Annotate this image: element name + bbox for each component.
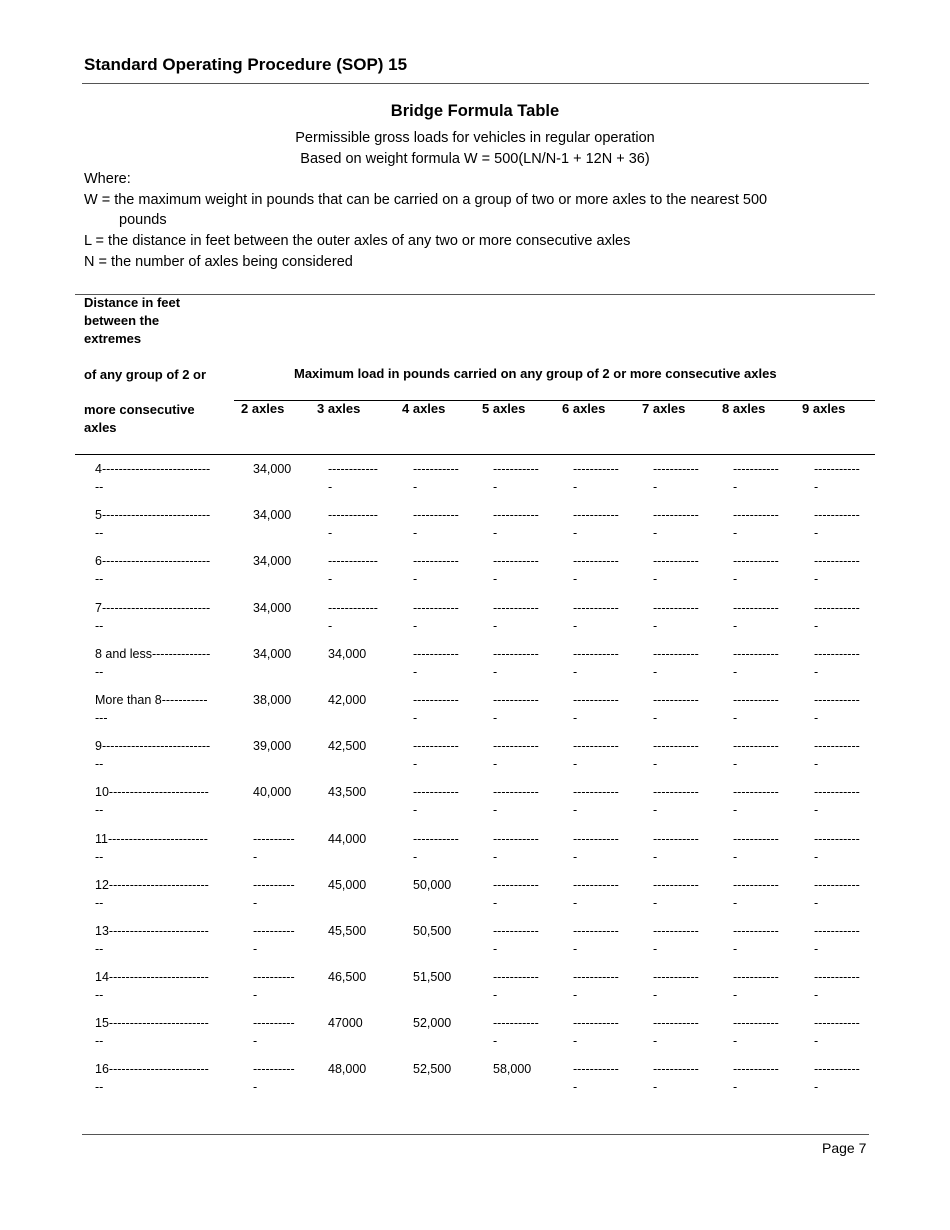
- definition-w: W = the maximum weight in pounds that can be carried on a group of two or more axles to the nearest 500: [84, 192, 768, 208]
- load-cell-6-axles: ----------- -: [573, 554, 619, 587]
- table-row: [0, 876, 950, 922]
- page-header-title: Standard Operating Procedure (SOP) 15: [84, 55, 408, 74]
- distance-cell: 13------------------------ --: [95, 923, 209, 956]
- load-cell-7-axles: ----------- -: [653, 600, 699, 633]
- load-cell-9-axles: ----------- -: [814, 646, 860, 679]
- load-cell-5-axles: ----------- -: [493, 877, 539, 910]
- load-cell-6-axles: ----------- -: [573, 831, 619, 864]
- definition-n: N = the number of axles being considered: [84, 254, 353, 270]
- axle-header-7: 7 axles: [642, 401, 686, 416]
- load-cell-7-axles: ----------- -: [653, 508, 699, 541]
- header-bottom-divider: [75, 454, 875, 455]
- load-cell-5-axles: ----------- -: [493, 970, 539, 1003]
- load-cell-7-axles: ----------- -: [653, 462, 699, 494]
- load-cell-2-axles: 34,000: [253, 646, 292, 661]
- footer-divider: [82, 1134, 869, 1135]
- load-cell-6-axles: ----------- -: [573, 1016, 619, 1049]
- load-cell-8-axles: ----------- -: [733, 646, 779, 679]
- load-cell-8-axles: ----------- -: [733, 785, 779, 818]
- load-cell-8-axles: ----------- -: [733, 831, 779, 864]
- load-cell-8-axles: ----------- -: [733, 508, 779, 541]
- load-cell-2-axles: ---------- -: [253, 831, 295, 864]
- load-cell-9-axles: ----------- -: [814, 600, 860, 633]
- page-number: Page 7: [822, 1140, 867, 1156]
- load-cell-3-axles: 45,500: [328, 923, 367, 938]
- load-cell-2-axles: ---------- -: [253, 877, 295, 910]
- load-cell-6-axles: ----------- -: [573, 508, 619, 541]
- load-cell-9-axles: ----------- -: [814, 1016, 860, 1049]
- load-cell-6-axles: ----------- -: [573, 692, 619, 725]
- load-cell-3-axles: 48,000: [328, 1062, 367, 1077]
- load-cell-5-axles: ----------- -: [493, 692, 539, 725]
- load-cell-5-axles: ----------- -: [493, 831, 539, 864]
- load-cell-4-axles: ----------- -: [413, 646, 459, 679]
- load-cell-9-axles: ----------- -: [814, 831, 860, 864]
- load-cell-8-axles: ----------- -: [733, 600, 779, 633]
- definitions-where: Where:: [84, 171, 131, 187]
- distance-cell: 11------------------------ --: [95, 831, 208, 864]
- load-cell-6-axles: ----------- -: [573, 739, 619, 772]
- document-title: Bridge Formula Table: [390, 102, 560, 120]
- load-cell-5-axles: ----------- -: [493, 646, 539, 679]
- load-cell-9-axles: ----------- -: [814, 462, 860, 494]
- definition-w-continued: pounds: [119, 212, 167, 228]
- table-row: [0, 1060, 950, 1106]
- axle-header-9: 9 axles: [802, 401, 846, 416]
- axle-header-4: 4 axles: [402, 401, 446, 416]
- table-row: [0, 506, 950, 552]
- load-cell-9-axles: ----------- -: [814, 970, 860, 1003]
- load-cell-8-axles: ----------- -: [733, 970, 779, 1003]
- load-cell-3-axles: 47000: [328, 1016, 363, 1031]
- load-cell-8-axles: ----------- -: [733, 692, 779, 725]
- load-cell-2-axles: 40,000: [253, 785, 292, 800]
- load-cell-4-axles: ----------- -: [413, 692, 459, 725]
- load-cell-8-axles: ----------- -: [733, 1062, 779, 1095]
- load-cell-9-axles: ----------- -: [814, 877, 860, 910]
- table-row: [0, 968, 950, 1014]
- load-cell-7-axles: ----------- -: [653, 739, 699, 772]
- load-cell-5-axles: ----------- -: [493, 1016, 539, 1049]
- table-row: [0, 1014, 950, 1060]
- load-cell-3-axles: ------------ -: [328, 554, 378, 587]
- load-cell-5-axles: ----------- -: [493, 785, 539, 818]
- table-row: [0, 691, 950, 737]
- load-cell-4-axles: ----------- -: [413, 739, 459, 772]
- load-cell-3-axles: 44,000: [328, 831, 367, 846]
- load-cell-4-axles: ----------- -: [413, 508, 459, 541]
- load-cell-2-axles: ---------- -: [253, 923, 295, 956]
- load-cell-6-axles: ----------- -: [573, 646, 619, 679]
- table-row: [0, 922, 950, 968]
- load-cell-9-axles: ----------- -: [814, 1062, 860, 1095]
- load-cell-9-axles: ----------- -: [814, 785, 860, 818]
- load-cell-8-axles: ----------- -: [733, 462, 779, 494]
- table-top-divider: [75, 294, 875, 295]
- distance-cell: 6-------------------------- --: [95, 554, 211, 587]
- distance-cell: 5-------------------------- --: [95, 508, 211, 541]
- load-cell-9-axles: ----------- -: [814, 923, 860, 956]
- load-cell-3-axles: 46,500: [328, 970, 367, 985]
- axle-header-8: 8 axles: [722, 401, 766, 416]
- load-cell-2-axles: 34,000: [253, 600, 292, 615]
- definition-l: L = the distance in feet between the outer axles of any two or more consecutive axles: [84, 233, 631, 249]
- load-cell-4-axles: 52,000: [413, 1016, 452, 1031]
- distance-cell: More than 8----------- ---: [95, 692, 208, 725]
- load-cell-2-axles: ---------- -: [253, 970, 295, 1003]
- load-cell-9-axles: ----------- -: [814, 508, 860, 541]
- load-cell-2-axles: 34,000: [253, 508, 292, 523]
- load-cell-3-axles: 45,000: [328, 877, 367, 892]
- distance-cell: 16------------------------ --: [95, 1062, 209, 1095]
- load-cell-7-axles: ----------- -: [653, 785, 699, 818]
- load-cell-3-axles: 43,500: [328, 785, 367, 800]
- load-cell-5-axles: ----------- -: [493, 923, 539, 956]
- table-row: [0, 460, 950, 506]
- distance-cell: 7-------------------------- --: [95, 600, 211, 633]
- distance-cell: 8 and less-------------- --: [95, 646, 211, 679]
- distance-cell: 4-------------------------- --: [95, 462, 211, 494]
- load-cell-4-axles: 50,000: [413, 877, 452, 892]
- load-cell-7-axles: ----------- -: [653, 1016, 699, 1049]
- load-cell-8-axles: ----------- -: [733, 739, 779, 772]
- load-cell-5-axles: ----------- -: [493, 739, 539, 772]
- load-cell-7-axles: ----------- -: [653, 970, 699, 1003]
- load-cell-9-axles: ----------- -: [814, 692, 860, 725]
- load-cell-6-axles: ----------- -: [573, 1062, 619, 1095]
- header-divider: [82, 83, 869, 84]
- load-cell-4-axles: 51,500: [413, 970, 452, 985]
- table-row: [0, 783, 950, 829]
- load-cell-7-axles: ----------- -: [653, 646, 699, 679]
- subtitle-line-2: Based on weight formula W = 500(LN/N-1 + 12N + 36): [300, 151, 650, 167]
- axle-header-2: 2 axles: [241, 401, 285, 416]
- load-cell-3-axles: 42,000: [328, 692, 367, 707]
- load-cell-3-axles: 42,500: [328, 739, 367, 754]
- load-cell-2-axles: ---------- -: [253, 1062, 295, 1095]
- load-cell-5-axles: ----------- -: [493, 508, 539, 541]
- load-cell-6-axles: ----------- -: [573, 923, 619, 956]
- load-cell-7-axles: ----------- -: [653, 554, 699, 587]
- load-cell-9-axles: ----------- -: [814, 739, 860, 772]
- load-cell-3-axles: ------------ -: [328, 600, 378, 633]
- load-cell-3-axles: ------------ -: [328, 462, 378, 494]
- load-cell-4-axles: 52,500: [413, 1062, 452, 1077]
- load-cell-2-axles: ---------- -: [253, 1016, 295, 1049]
- load-cell-3-axles: 34,000: [328, 646, 367, 661]
- load-cell-4-axles: ----------- -: [413, 785, 459, 818]
- table-row: [0, 599, 950, 645]
- load-cell-5-axles: ----------- -: [493, 462, 539, 494]
- axle-header-3: 3 axles: [317, 401, 361, 416]
- load-cell-4-axles: ----------- -: [413, 831, 459, 864]
- table-row: [0, 552, 950, 598]
- load-cell-6-axles: ----------- -: [573, 462, 619, 494]
- load-cell-5-axles: 58,000: [493, 1062, 532, 1077]
- load-cell-5-axles: ----------- -: [493, 554, 539, 587]
- load-cell-4-axles: ----------- -: [413, 462, 459, 494]
- axle-header-5: 5 axles: [482, 401, 526, 416]
- table-body: [0, 460, 950, 1107]
- load-cell-7-axles: ----------- -: [653, 1062, 699, 1095]
- axle-header-6: 6 axles: [562, 401, 606, 416]
- load-cell-6-axles: ----------- -: [573, 785, 619, 818]
- table-row: [0, 737, 950, 783]
- load-cell-8-axles: ----------- -: [733, 1016, 779, 1049]
- load-cell-6-axles: ----------- -: [573, 970, 619, 1003]
- load-cell-7-axles: ----------- -: [653, 923, 699, 956]
- load-cell-2-axles: 34,000: [253, 462, 292, 476]
- load-cell-6-axles: ----------- -: [573, 600, 619, 633]
- load-cell-8-axles: ----------- -: [733, 923, 779, 956]
- table-row: [0, 830, 950, 876]
- load-cell-4-axles: ----------- -: [413, 600, 459, 633]
- distance-column-header-part-2: of any group of 2 or: [84, 367, 207, 382]
- distance-cell: 10------------------------ --: [95, 785, 209, 818]
- load-cell-8-axles: ----------- -: [733, 554, 779, 587]
- load-cell-9-axles: ----------- -: [814, 554, 860, 587]
- load-cell-7-axles: ----------- -: [653, 692, 699, 725]
- table-row: [0, 645, 950, 691]
- load-cell-3-axles: ------------ -: [328, 508, 378, 541]
- distance-cell: 9-------------------------- --: [95, 739, 211, 772]
- load-cell-7-axles: ----------- -: [653, 831, 699, 864]
- max-load-header: Maximum load in pounds carried on any group of 2 or more consecutive axles: [294, 366, 777, 381]
- distance-cell: 12------------------------ --: [95, 877, 209, 910]
- load-cell-4-axles: 50,500: [413, 923, 452, 938]
- load-cell-2-axles: 39,000: [253, 739, 292, 754]
- load-cell-4-axles: ----------- -: [413, 554, 459, 587]
- distance-cell: 14------------------------ --: [95, 970, 209, 1003]
- load-cell-2-axles: 38,000: [253, 692, 292, 707]
- subtitle-line-1: Permissible gross loads for vehicles in regular operation: [295, 130, 655, 146]
- load-cell-6-axles: ----------- -: [573, 877, 619, 910]
- load-cell-8-axles: ----------- -: [733, 877, 779, 910]
- distance-column-header-part-3: more consecutive axles: [84, 402, 195, 435]
- load-cell-2-axles: 34,000: [253, 554, 292, 569]
- load-cell-7-axles: ----------- -: [653, 877, 699, 910]
- distance-column-header-part-1: Distance in feet between the extremes: [84, 295, 181, 346]
- load-cell-5-axles: ----------- -: [493, 600, 539, 633]
- distance-cell: 15------------------------ --: [95, 1016, 209, 1049]
